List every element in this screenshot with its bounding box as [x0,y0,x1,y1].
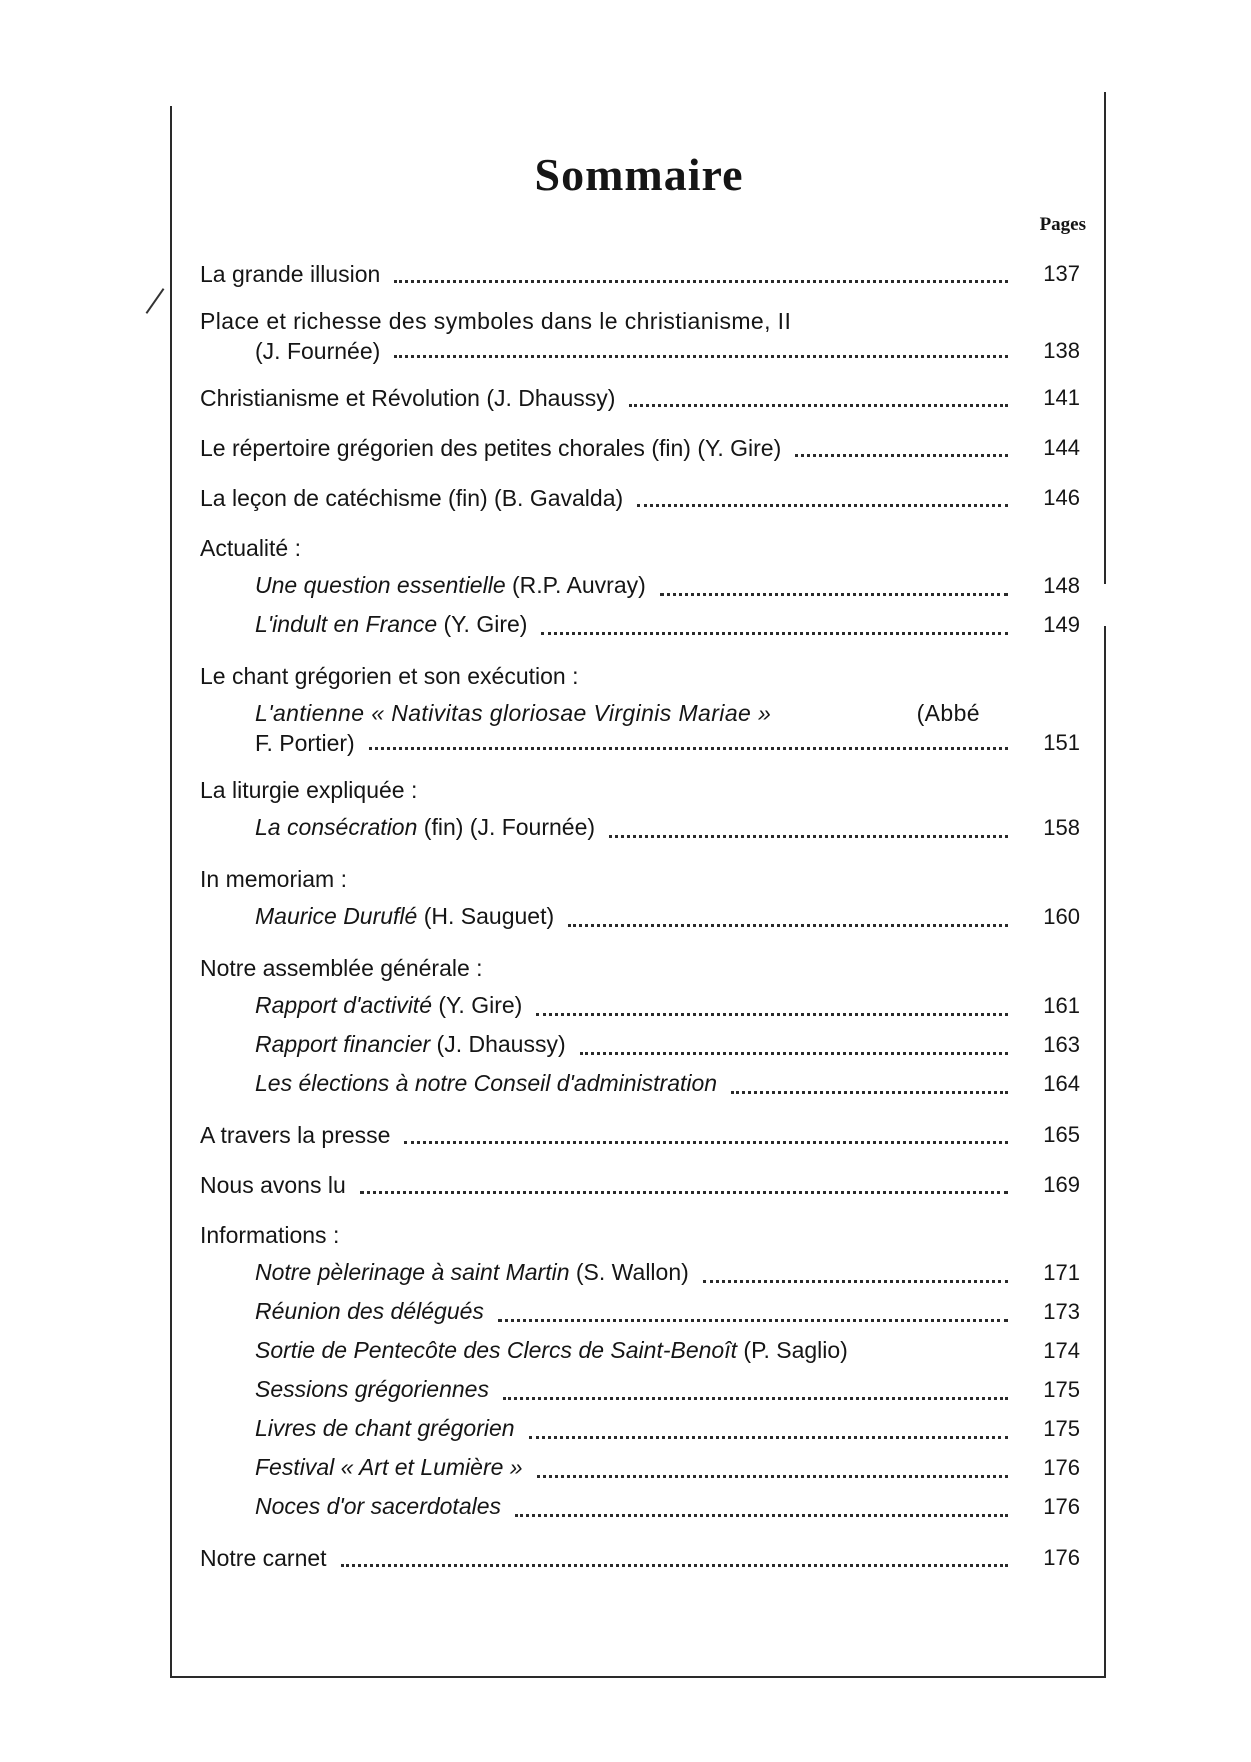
page-number: 176 [1043,1455,1080,1480]
section-heading: Informations : [200,1222,340,1248]
entry-title: Rapport financier [255,1031,431,1057]
entry-author: (Y. Gire) [443,611,528,637]
frame-right-border-lower [1104,626,1106,1676]
entry-title: Nous avons lu [200,1172,346,1198]
dot-leader [568,924,1008,927]
dot-leader [537,1475,1008,1478]
page-number: 148 [1043,573,1080,598]
entry-title: Sessions grégoriennes [255,1376,489,1402]
dot-leader [515,1514,1008,1517]
section-heading: La liturgie expliquée : [200,777,418,803]
dot-leader [394,355,1008,358]
dot-leader [404,1141,1008,1144]
dot-leader [629,404,1008,407]
toc-subentry[interactable] [200,1025,1080,1064]
entry-author: (H. Sauguet) [423,903,555,929]
dot-leader [580,1052,1008,1055]
toc-entry[interactable] [200,380,1080,416]
page-number: 169 [1043,1172,1080,1197]
dot-leader [703,1280,1008,1283]
entry-title: L'indult en France [255,611,438,637]
dot-leader [609,835,1008,838]
page-number: 138 [1043,338,1080,363]
dot-leader [541,632,1008,635]
page-number: 158 [1043,815,1080,840]
page-number: 163 [1043,1032,1080,1057]
page-number: 176 [1043,1545,1080,1570]
page-number: 175 [1043,1416,1080,1441]
toc-subentry[interactable] [200,808,1080,847]
entry-author: (fin) (J. Fournée) [423,814,596,840]
toc-entry[interactable] [200,1117,1080,1153]
dot-leader [369,747,1008,750]
dot-leader [536,1013,1008,1016]
entry-author: (J. Dhaussy) [436,1031,566,1057]
page-title: Sommaire [534,149,744,200]
entry-title: La grande illusion [200,261,381,287]
page-number: 176 [1043,1494,1080,1519]
page-number: 174 [1043,1338,1080,1363]
toc-subentry[interactable] [200,1292,1080,1331]
entry-author: (P. Saglio) [743,1337,848,1363]
section-heading: Actualité : [200,535,301,561]
toc-subentry[interactable] [200,1448,1080,1487]
entry-title: Noces d'or sacerdotales [255,1493,502,1519]
toc-subentry[interactable] [200,1409,1080,1448]
section-liturgie [200,772,1080,847]
entry-title: La leçon de catéchisme (fin) (B. Gavalda) [200,485,624,511]
entry-title: Réunion des délégués [255,1298,484,1324]
entry-title-line1: L'antienne « Nativitas gloriosae Virginis Mariae » (Abbé [255,700,980,726]
toc-subentry[interactable] [200,1487,1080,1526]
section-assemblee [200,950,1080,1103]
toc-entry-wrapped[interactable] [200,306,1080,366]
page-number: 137 [1043,261,1080,286]
dot-leader [341,1564,1008,1567]
pages-column-label: Pages [1039,214,1086,235]
dot-leader [503,1397,1008,1400]
toc-subentry[interactable] [200,986,1080,1025]
dot-leader [731,1091,1008,1094]
entry-author: (S. Wallon) [575,1259,689,1285]
entry-author: (Y. Gire) [438,992,523,1018]
toc-subentry[interactable] [200,605,1080,644]
toc-entry[interactable] [200,256,1080,292]
toc-entry[interactable] [200,1540,1080,1576]
page-number: 160 [1043,904,1080,929]
page-number: 151 [1043,730,1080,755]
toc-subentry[interactable] [200,897,1080,936]
toc-subentry-wrapped[interactable] [200,698,1080,758]
toc-subentry[interactable] [200,1253,1080,1292]
page-number: 175 [1043,1377,1080,1402]
entry-title: A travers la presse [200,1122,391,1148]
section-heading: Le chant grégorien et son exécution : [200,663,579,689]
toc-entry[interactable] [200,430,1080,466]
entry-title: Festival « Art et Lumière » [255,1454,523,1480]
section-heading: Notre assemblée générale : [200,955,483,981]
dot-leader [660,593,1008,596]
page-number: 165 [1043,1122,1080,1147]
page-number: 146 [1043,485,1080,510]
entry-title: Maurice Duruflé [255,903,418,929]
page-number: 171 [1043,1260,1080,1285]
section-informations [200,1217,1080,1526]
section-memoriam [200,861,1080,936]
toc-subentry[interactable] [200,566,1080,605]
page-number: 173 [1043,1299,1080,1324]
page-number: 144 [1043,435,1080,460]
entry-title: La consécration [255,814,418,840]
entry-title: Sortie de Pentecôte des Clercs de Saint-Benoît [255,1337,738,1363]
toc-entry[interactable] [200,1167,1080,1203]
toc-subentry[interactable] [200,1331,1080,1370]
entry-title-line2: (J. Fournée) [255,338,381,364]
entry-title-line1: Place et richesse des symboles dans le christianisme, II [200,308,792,334]
pencil-mark [146,288,165,314]
entry-title: Notre carnet [200,1545,327,1571]
dot-leader [498,1319,1008,1322]
dot-leader [795,454,1008,457]
toc-subentry[interactable] [200,1370,1080,1409]
entry-title: Rapport d'activité [255,992,432,1018]
page-number: 141 [1043,385,1080,410]
toc-subentry[interactable] [200,1064,1080,1103]
section-heading: In memoriam : [200,866,347,892]
section-actualite [200,530,1080,644]
page-number: 164 [1043,1071,1080,1096]
entry-title-line2: F. Portier) [255,730,355,756]
page-number: 161 [1043,993,1080,1018]
section-chant [200,658,1080,758]
entry-title: Les élections à notre Conseil d'administration [255,1070,718,1096]
dot-leader [637,504,1008,507]
summary-frame [170,106,1106,1678]
entry-author: (R.P. Auvray) [512,572,646,598]
page-number: 149 [1043,612,1080,637]
entry-title: Christianisme et Révolution (J. Dhaussy) [200,385,616,411]
dot-leader [360,1191,1008,1194]
dot-leader [529,1436,1008,1439]
entry-title: Livres de chant grégorien [255,1415,515,1441]
entry-title: Notre pèlerinage à saint Martin [255,1259,570,1285]
toc-entry[interactable] [200,480,1080,516]
entry-title: Une question essentielle [255,572,506,598]
dot-leader [394,280,1008,283]
dot-leader [862,1358,1008,1361]
table-of-contents [200,256,1080,1576]
entry-title: Le répertoire grégorien des petites chorales (fin) (Y. Gire) [200,435,782,461]
